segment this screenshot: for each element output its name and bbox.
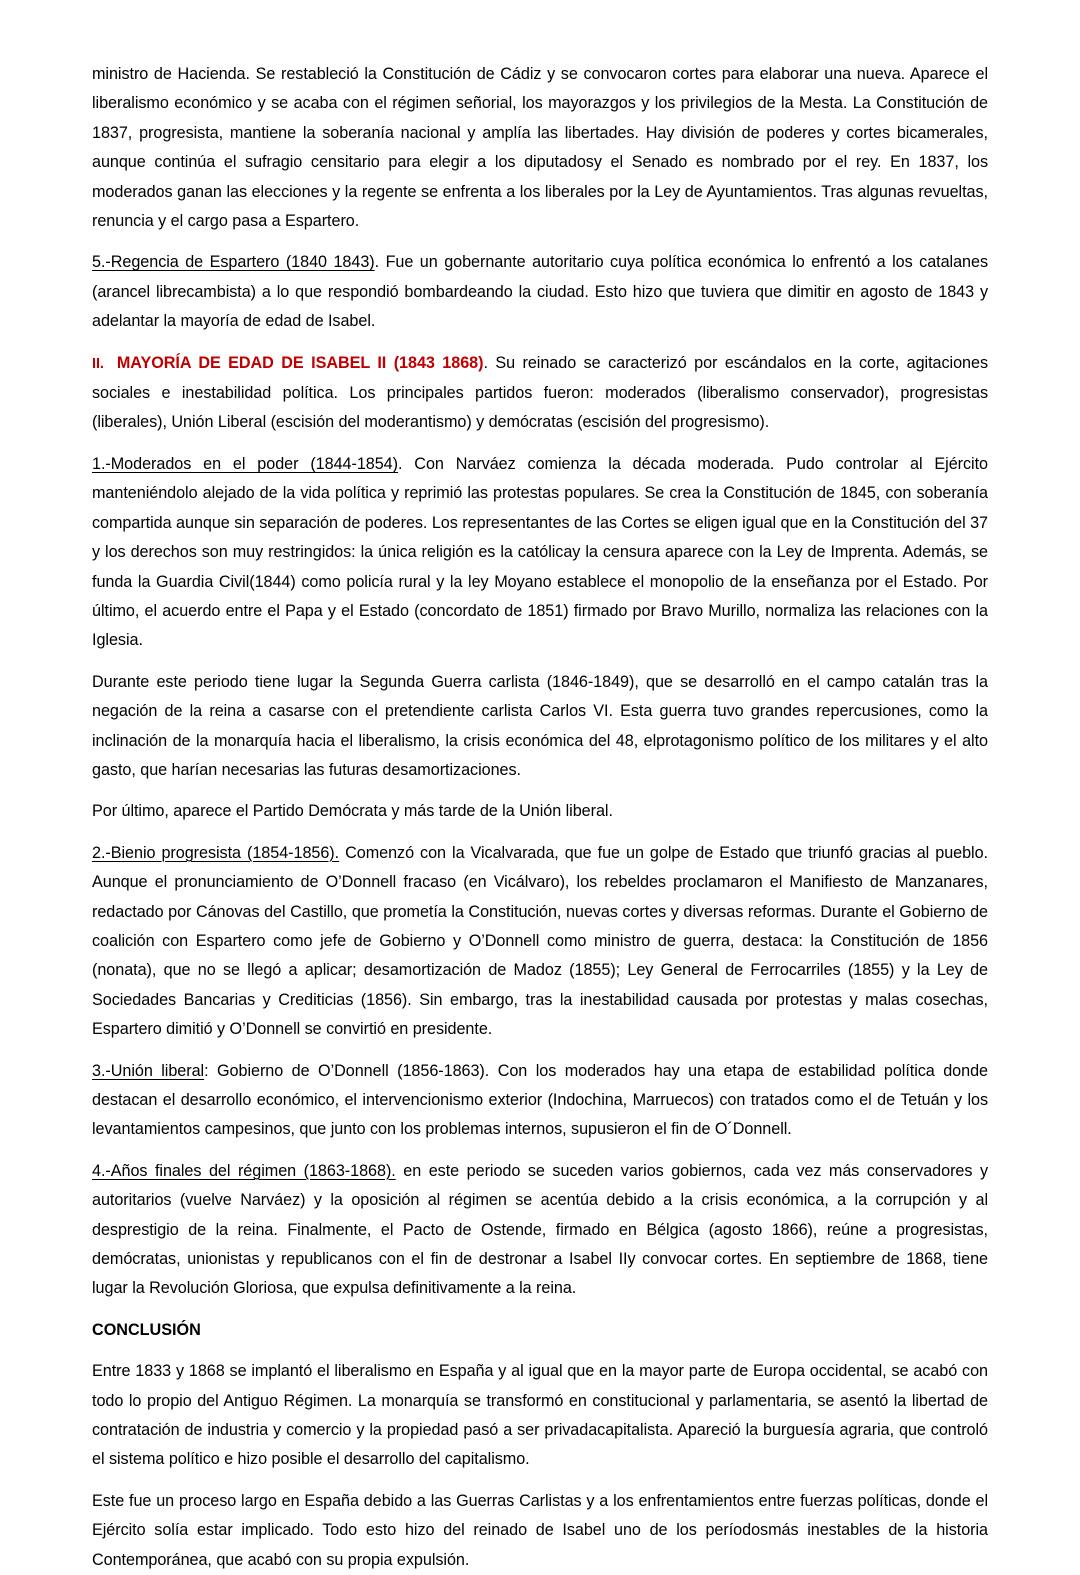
section-body-bienio-progresista: Comenzó con la Vicalvarada, que fue un golpe de Estado que triunfó gracias al pueblo. Aunque el pronunciamiento de O’Donnell fracaso (en Vicálvaro), los rebeldes proclamaron el Manifiesto de Manzanares, redactado por Cánovas del Castillo, que prometía la Constitución, nuevas cortes y diversas reformas. Durante el Gobierno de coalición con Espartero como jefe de Gobierno y O’Donnell como ministro de guerra, destaca: la Constitución de 1856 (nonata), que no se llegó a aplicar; desamortización de Madoz (1855); Ley General de Ferrocarriles (1855) y la Ley de Sociedades Bancarias y Crediticias (1856). Sin embargo, tras la inestabilidad causada por protestas y malas cosechas, Espartero dimitió y O’Donnell se convirtió en presidente. [92,843,988,1039]
section-heading-mayoria-edad-isabel: MAYORÍA DE EDAD DE ISABEL II (1843 1868) [116,353,484,372]
section-body-union-liberal: : Gobierno de O’Donnell (1856-1863). Con los moderados hay una etapa de estabilidad política donde destacan el desarrollo económico, el intervencionismo exterior (Indochina, Marruecos) con tratados como el de Tetuán y los levantamientos campesinos, que junto con los problemas internos, supusieron el fin de O´Donnell. [92,1061,988,1139]
conclusion-heading: CONCLUSIÓN [92,1320,201,1339]
section-body-moderados-poder: . Con Narváez comienza la década moderada. Pudo controlar al Ejército manteniéndolo alejado de la vida política y reprimió las protestas populares. Se crea la Constitución de 1845, con soberanía compartida aunque sin separación de poderes. Los representantes de las Cortes se eligen igual que en la Constitución del 37 y los derechos son muy restringidos: la única religión es la católicay la censura aparece con la Ley de Imprenta. Además, se funda la Guardia Civil(1844) como policía rural y la ley Moyano establece el monopolio de la enseñanza por el Estado. Por último, el acuerdo entre el Papa y el Estado (concordato de 1851) firmado por Bravo Murillo, normaliza las relaciones con la Iglesia. [92,454,988,650]
section-heading-bienio-progresista: 2.-Bienio progresista (1854-1856). [92,843,340,862]
document-body [92,60,988,1575]
paragraph-conclusion-first: Entre 1833 y 1868 se implantó el liberalismo en España y al igual que en la mayor parte de Europa occidental, se acabó con todo lo propio del Antiguo Régimen. La monarquía se transformó en constitucional y parlamentaria, se asentó la libertad de contratación de industria y comercio y la propiedad pasó a ser privadacapitalista. Apareció la burguesía agraria, que controló el sistema político e hizo posible el desarrollo del capitalismo. [92,1362,988,1469]
paragraph-conclusion-second: Este fue un proceso largo en España debido a las Guerras Carlistas y a los enfrentamientos entre fuerzas políticas, donde el Ejército solía estar implicado. Todo esto hizo del reinado de Isabel uno de los períodosmás inestables de la historia Contemporánea, que acabó con su propia expulsión. [92,1491,988,1569]
section-heading-regencia-espartero: 5.-Regencia de Espartero (1840 1843) [92,253,375,272]
paragraph-ministro-hacienda: ministro de Hacienda. Se restableció la Constitución de Cádiz y se convocaron cortes para elaborar una nueva. Aparece el liberalismo económico y se acaba con el régimen señorial, los mayorazgos y los privilegios de la Mesta. La Constitución de 1837, progresista, mantiene la soberanía nacional y amplía las libertades. Hay división de poderes y cortes bicamerales, aunque continúa el sufragio censitario para elegir a los diputadosy el Senado es nombrado por el rey. En 1837, los moderados ganan las elecciones y la regente se enfrenta a los liberales por la Ley de Ayuntamientos. Tras algunas revueltas, renuncia y el cargo pasa a Espartero. [92,65,988,231]
section-body-anos-finales-regimen: en este periodo se suceden varios gobiernos, cada vez más conservadores y autoritarios (vuelve Narváez) y la oposición al régimen se acentúa debido a la crisis económica, a la corrupción y al desprestigio de la reina. Finalmente, el Pacto de Ostende, firmado en Bélgica (agosto 1866), reúne a progresistas, demócratas, unionistas y republicanos con el fin de destronar a Isabel IIy convocar cortes. En septiembre de 1868, tiene lugar la Revolución Gloriosa, que expulsa definitivamente a la reina. [92,1161,988,1298]
section-heading-moderados-poder: 1.-Moderados en el poder (1844-1854) [92,454,398,473]
paragraph-regencia-espartero [92,248,988,336]
section-body-regencia-espartero: . Fue un gobernante autoritario cuya política económica lo enfrentó a los catalanes (arancel librecambista) a lo que respondió bombardeando la ciudad. Esto hizo que tuviera que dimitir en agosto de 1843 y adelantar la mayoría de edad de Isabel. [92,253,988,331]
section-heading-anos-finales-regimen: 4.-Años finales del régimen (1863-1868). [92,1161,396,1180]
paragraph-moderados-poder [92,450,988,656]
paragraph-anos-finales-regimen [92,1157,988,1304]
paragraph-segunda-guerra-carlista: Durante este periodo tiene lugar la Segunda Guerra carlista (1846-1849), que se desarrolló en el campo catalán tras la negación de la reina a casarse con el pretendiente carlista Carlos VI. Esta guerra tuvo grandes repercusiones, como la inclinación de la monarquía hacia el liberalismo, la crisis económica del 48, elprotagonismo político de los militares y el alto gasto, que harían necesarias las futuras desamortizaciones. [92,672,988,779]
paragraph-bienio-progresista [92,839,988,1045]
section-body-mayoria-edad-isabel: . Su reinado se caracterizó por escándalos en la corte, agitaciones sociales e inestabilidad política. Los principales partidos fueron: moderados (liberalismo conservador), progresistas (liberales), Unión Liberal (escisión del moderantismo) y demócratas (escisión del progresismo). [92,353,988,432]
paragraph-partido-democrata: Por último, aparece el Partido Demócrata y más tarde de la Unión liberal. [92,802,613,821]
paragraph-union-liberal [92,1057,988,1145]
paragraph-mayoria-edad-isabel [92,349,988,438]
section-heading-union-liberal: 3.-Unión liberal [92,1061,205,1080]
section-number-roman-two: II. [92,355,104,372]
